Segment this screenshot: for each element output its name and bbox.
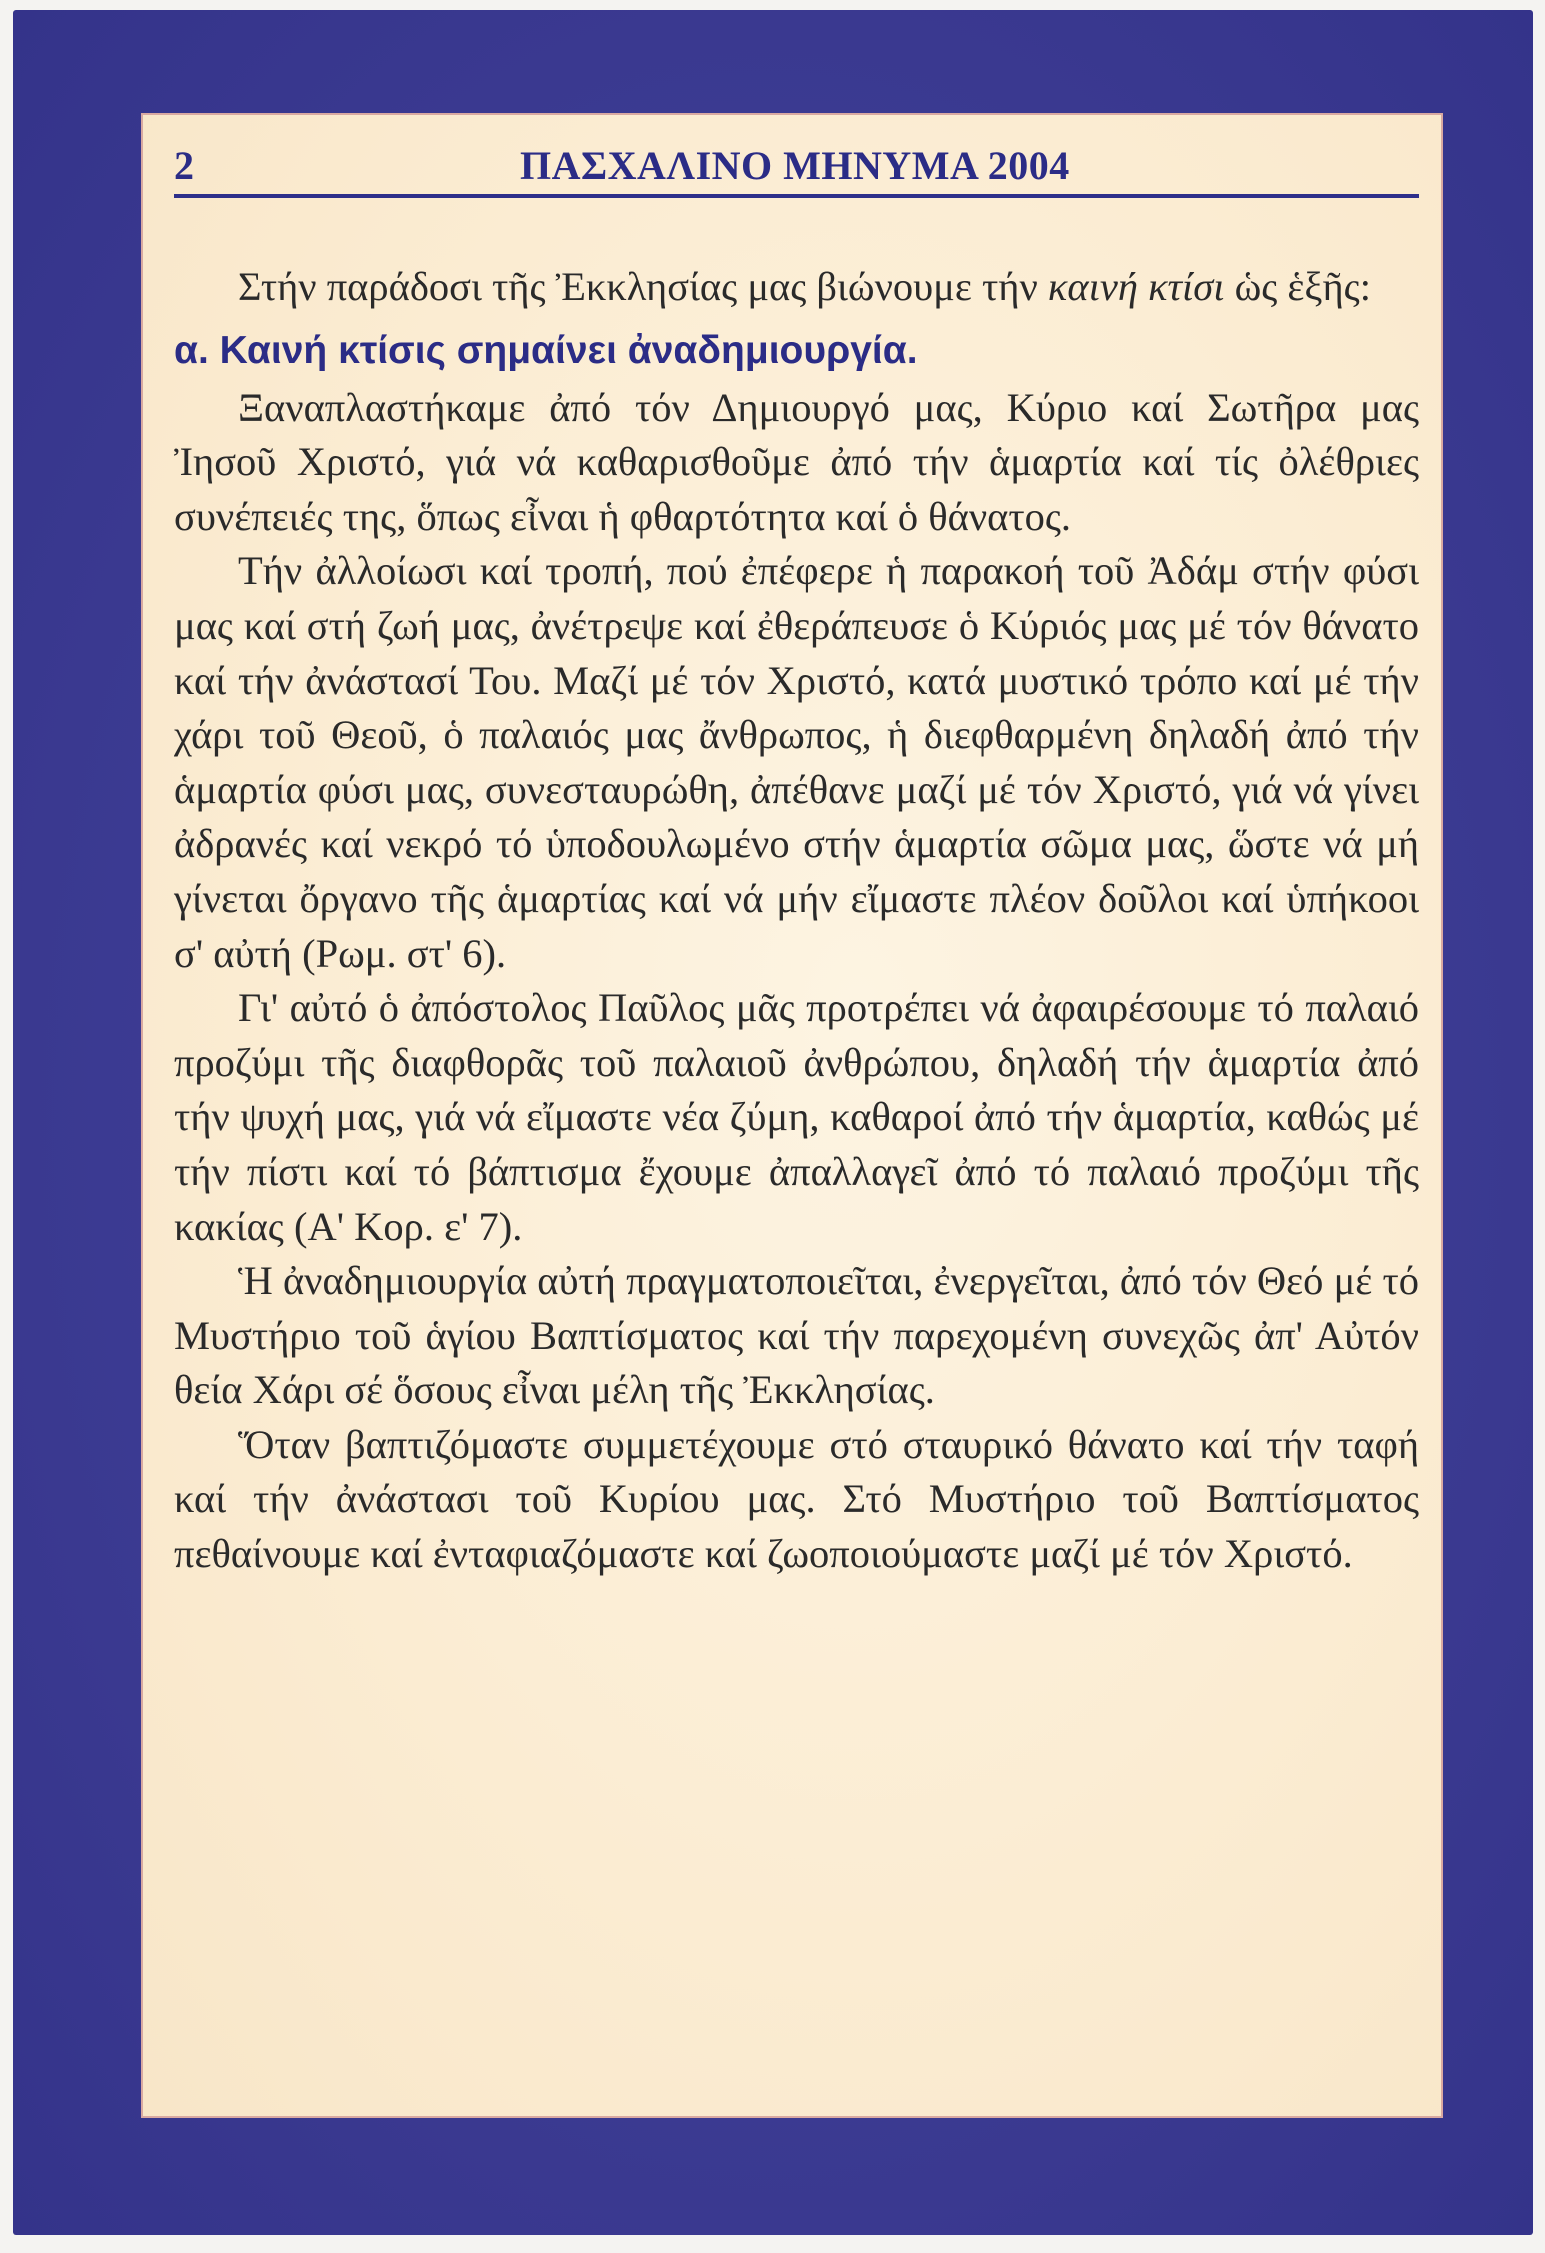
paragraph-1: Ξαναπλαστήκαμε ἀπό τόν Δημιουργό μας, Κύριο καί Σωτῆρα μας Ἰησοῦ Χριστό, γιά νά καθαρισθοῦμε ἀπό τήν ἁμαρτία καί τίς ὀλέθριες συνέπειές της, ὅπως εἶναι ἡ φθαρτότητα καί ὁ θάνατος. xyxy=(174,384,1419,539)
leaflet-page xyxy=(141,113,1443,2118)
paragraph-5: Ὅταν βαπτιζόμαστε συμμετέχουμε στό σταυρικό θάνατο καί τήν ταφή καί τήν ἀνάστασι τοῦ Κυρίου μας. Στό Μυστήριο τοῦ Βαπτίσματος πεθαίνουμε καί ἐνταφιαζόμαστε καί ζωοποιούμαστε μαζί μέ τόν Χριστό. xyxy=(174,1421,1419,1577)
intro-paragraph xyxy=(174,260,1419,315)
page-header xyxy=(174,142,1419,198)
intro-lead: Στήν παράδοσι τῆς Ἐκκλησίας μας βιώνουμε τήν xyxy=(238,264,1048,309)
paragraph-4: Ἡ ἀναδημιουργία αὐτή πραγματοποιεῖται, ἐνεργεῖται, ἀπό τόν Θεό μέ τό Μυστήριο τοῦ ἁγίου Βαπτίσματος καί τήν παρεχομένη συνεχῶς ἀπ' Αὐτόν θεία Χάρι σέ ὅσους εἶναι μέλη τῆς Ἐκκλησίας. xyxy=(174,1258,1419,1413)
paragraph-2: Τήν ἀλλοίωσι καί τροπή, πού ἐπέφερε ἡ παρακοή τοῦ Ἀδάμ στήν φύσι μας καί στή ζωή μας, ἀνέτρεψε καί ἐθεράπευσε ὁ Κύριός μας μέ τόν θάνατο καί τήν ἀνάστασί Του. Μαζί μέ τόν Χριστό, κατά μυστικό τρόπο καί μέ τήν χάρι τοῦ Θεοῦ, ὁ παλαιός μας ἄνθρωπος, ἡ διεφθαρμένη δηλαδή ἀπό τήν ἁμαρτία φύσι μας, συνεσταυρώθη, ἀπέθανε μαζί μέ τόν Χριστό, γιά νά γίνει ἀδρανές καί νεκρό τό ὑποδουλωμένο στήν ἁμαρτία σῶμα μας, ὥστε νά μή γίνεται ὄργανο τῆς ἁμαρτίας καί νά μήν εἴμαστε πλέον δοῦλοι καί ὑπήκοοι σ' αὐτή (Ρωμ. στ' 6). xyxy=(174,548,1419,976)
section-heading: α. Καινή κτίσις σημαίνει ἀναδημιουργία. xyxy=(174,328,918,372)
intro-emphasis: καινή κτίσι xyxy=(1047,264,1225,309)
intro-tail: ὡς ἑξῆς: xyxy=(1224,264,1371,309)
article-body xyxy=(174,260,1419,1582)
page-number: 2 xyxy=(174,143,194,188)
running-title: ΠΑΣΧΑΛΙΝΟ ΜΗΝΥΜΑ 2004 xyxy=(520,143,1070,188)
paragraph-3: Γι' αὐτό ὁ ἀπόστολος Παῦλος μᾶς προτρέπει νά ἀφαιρέσουμε τό παλαιό προζύμι τῆς διαφθορᾶς τοῦ παλαιοῦ ἀνθρώπου, δηλαδή τήν ἁμαρτία ἀπό τήν ψυχή μας, γιά νά εἴμαστε νέα ζύμη, καθαροί ἀπό τήν ἁμαρτία, καθώς μέ τήν πίστι καί τό βάπτισμα ἔχουμε ἀπαλλαγεῖ ἀπό τό παλαιό προζύμι τῆς κακίας (Α' Κορ. ε' 7). xyxy=(174,985,1419,1249)
